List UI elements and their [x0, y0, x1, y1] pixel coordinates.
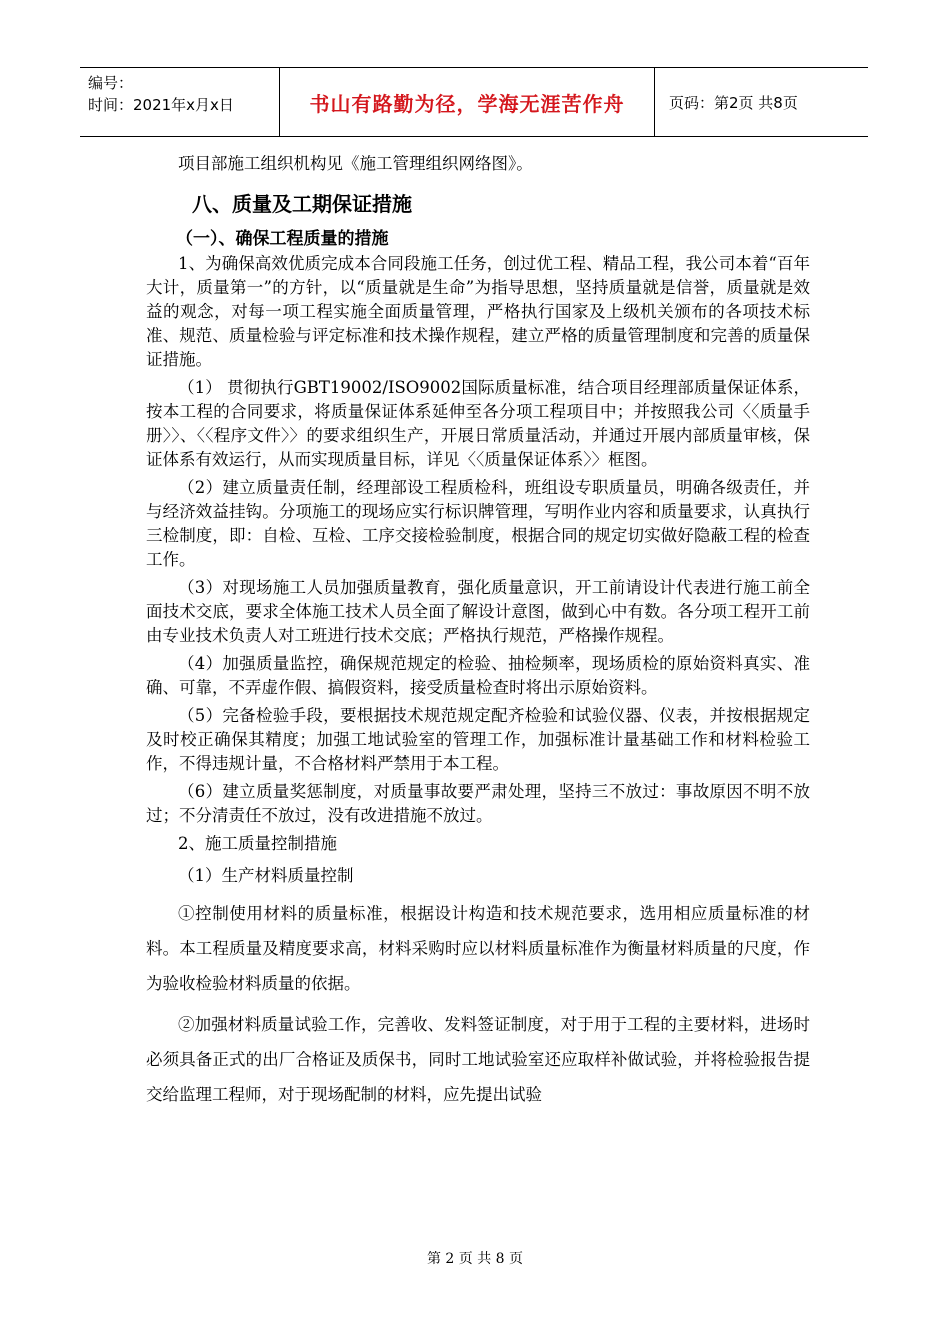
number-label: 编号：	[88, 74, 134, 92]
header-meta	[80, 68, 280, 136]
paragraph-11: ②加强材料质量试验工作，完善收、发料签证制度，对于用于工程的主要材料，进场时必须具备正式的出厂合格证及质保书，同时工地试验室还应取样补做试验，并将检验报告提交给监理工程师，对于现场配制的材料，应先提出试验	[146, 1015, 810, 1104]
paragraph-3: （2）建立质量责任制，经理部设工程质检科，班组设专职质量员，明确各级责任，并与经济效益挂钩。分项施工的现场应实行标识牌管理，写明作业内容和质量要求，认真执行三检制度，即：自检、互检、工序交接检验制度，根据合同的规定切实做好隐蔽工程的检查工作。	[146, 478, 810, 569]
intro-paragraph: 项目部施工组织机构见《施工管理组织网络图》。	[178, 154, 533, 173]
paragraph-7: （6）建立质量奖惩制度，对质量事故要严肃处理，坚持三不放过：事故原因不明不放过；不分清责任不放过，没有改进措施不放过。	[146, 782, 810, 825]
paragraph-1: 1、为确保高效优质完成本合同段施工任务，创过优工程、精品工程，我公司本着“百年大计，质量第一”的方针，以“质量就是生命”为指导思想，坚持质量就是信誉，质量就是效益的观念，对每一项工程实施全面质量管理，严格执行国家及上级机关颁布的各项技术标准、规范、质量检验与评定标准和技术操作规程，建立严格的质量管理制度和完善的质量保证措施。	[146, 254, 810, 369]
paragraph-4: （3）对现场施工人员加强质量教育，强化质量意识，开工前请设计代表进行施工前全面技术交底，要求全体施工技术人员全面了解设计意图，做到心中有数。各分项工程开工前由专业技术负责人对工班进行技术交底；严格执行规范，严格操作规程。	[146, 578, 810, 645]
page-header	[80, 67, 868, 137]
paragraph-10: ①控制使用材料的质量标准，根据设计构造和技术规范要求，选用相应质量标准的材料。本工程质量及精度要求高，材料采购时应以材料质量标准作为衡量材料质量的尺度，作为验收检验材料质量的依据。	[146, 904, 810, 993]
paragraph-8: 2、施工质量控制措施	[178, 834, 337, 853]
header-motto: 书山有路勤为径，学海无涯苦作舟	[280, 68, 655, 136]
time-label: 时间：2021年x月x日	[88, 96, 234, 114]
document-body	[146, 152, 810, 1112]
paragraph-2: （1） 贯彻执行GBT19002/ISO9002国际质量标准，结合项目经理部质量保证体系，按本工程的合同要求，将质量保证体系延伸至各分项工程项目中；并按照我公司〈〈质量手册〉〉、〈〈程序文件〉〉的要求组织生产，开展日常质量活动，并通过开展内部质量审核，保证体系有效运行，从而实现质量目标，详见〈〈质量保证体系〉〉框图。	[146, 378, 810, 469]
subsection-title: （一）、确保工程质量的措施	[176, 229, 389, 249]
paragraph-5: （4）加强质量监控，确保规范规定的检验、抽检频率，现场质检的原始资料真实、准确、可靠，不弄虚作假、搞假资料，接受质量检查时将出示原始资料。	[146, 654, 810, 697]
paragraph-6: （5）完备检验手段，要根据技术规范规定配齐检验和试验仪器、仪表，并按根据规定及时校正确保其精度；加强工地试验室的管理工作，加强标准计量基础工作和材料检验工作，不得违规计量，不合格材料严禁用于本工程。	[146, 706, 810, 773]
paragraph-9: （1）生产材料质量控制	[178, 866, 354, 885]
header-page-info: 页码：第2页 共8页	[669, 93, 798, 112]
page-footer: 第 2 页 共 8 页	[426, 1251, 524, 1267]
section-title: 八、质量及工期保证措施	[192, 192, 412, 216]
